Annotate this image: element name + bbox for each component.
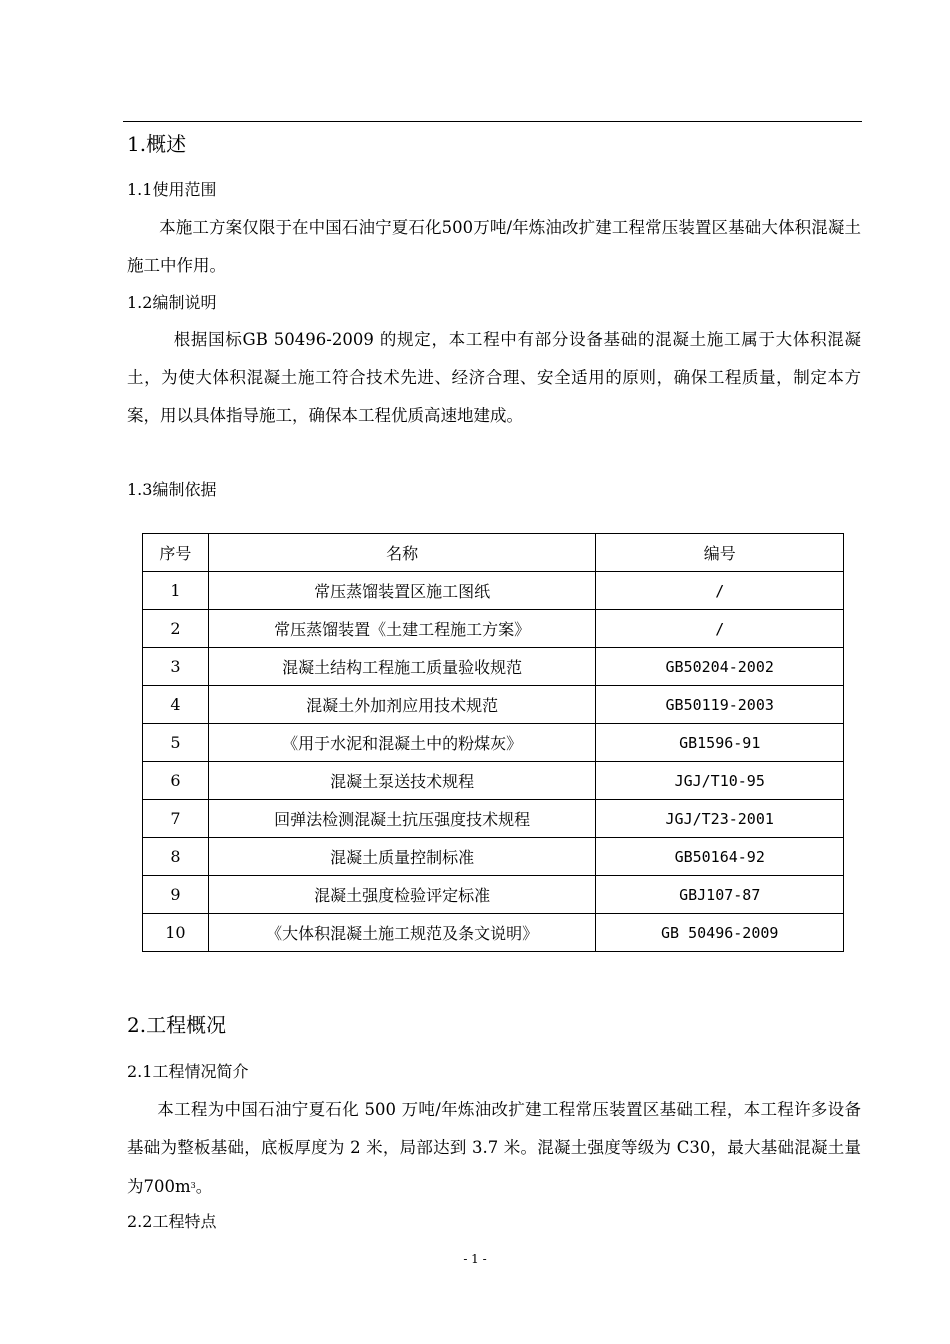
header-code: 编号 (596, 534, 844, 572)
cell-index: 3 (143, 648, 209, 686)
table-row (143, 838, 844, 876)
cell-name: 混凝土外加剂应用技术规范 (208, 686, 596, 724)
table-row (143, 724, 844, 762)
cell-index: 10 (143, 914, 209, 952)
section-1-heading: 1.概述 (127, 132, 187, 156)
cell-index: 2 (143, 610, 209, 648)
cell-index: 9 (143, 876, 209, 914)
cell-index: 7 (143, 800, 209, 838)
table-row (143, 800, 844, 838)
cell-index: 8 (143, 838, 209, 876)
cell-name: 常压蒸馏装置《土建工程施工方案》 (208, 610, 596, 648)
table-row (143, 648, 844, 686)
cell-name: 混凝土结构工程施工质量验收规范 (208, 648, 596, 686)
table-row (143, 876, 844, 914)
section-2-heading: 2.工程概况 (127, 1013, 227, 1037)
cell-code: GB50119-2003 (596, 686, 844, 724)
header-index: 序号 (143, 534, 209, 572)
cell-code: GB 50496-2009 (596, 914, 844, 952)
table-row (143, 762, 844, 800)
section-1-1-heading: 1.1使用范围 (127, 180, 217, 199)
cell-code: JGJ/T23-2001 (596, 800, 844, 838)
cell-code: GB50204-2002 (596, 648, 844, 686)
table-row (143, 914, 844, 952)
cell-index: 1 (143, 572, 209, 610)
cell-index: 4 (143, 686, 209, 724)
page-number: - 1 - (463, 1252, 487, 1266)
cell-code: GB50164-92 (596, 838, 844, 876)
section-1-3-heading: 1.3编制依据 (127, 480, 217, 499)
cell-name: 混凝土质量控制标准 (208, 838, 596, 876)
cell-index: 5 (143, 724, 209, 762)
cell-code: GBJ107-87 (596, 876, 844, 914)
reference-table (142, 533, 844, 952)
cell-code: / (596, 610, 844, 648)
cell-name: 常压蒸馏装置区施工图纸 (208, 572, 596, 610)
cell-code: GB1596-91 (596, 724, 844, 762)
cell-name: 《用于水泥和混凝土中的粉煤灰》 (208, 724, 596, 762)
table-row (143, 686, 844, 724)
table-row (143, 610, 844, 648)
superscript-cubic: 3 (190, 1181, 196, 1190)
section-1-1-paragraph: 本施工方案仅限于在中国石油宁夏石化500万吨/年炼油改扩建工程常压装置区基础大体积混凝土施工中作用。 (127, 218, 861, 275)
section-1-2-paragraph: 根据国标GB 50496-2009 的规定，本工程中有部分设备基础的混凝土施工属于大体积混凝土，为使大体积混凝土施工符合技术先进、经济合理、安全适用的原则，确保工程质量，制定本方案，用以具体指导施工，确保本工程优质高速地建成。 (127, 330, 861, 425)
table-row (143, 572, 844, 610)
cell-name: 回弹法检测混凝土抗压强度技术规程 (208, 800, 596, 838)
cell-name: 混凝土强度检验评定标准 (208, 876, 596, 914)
header-name: 名称 (208, 534, 596, 572)
cell-name: 混凝土泵送技术规程 (208, 762, 596, 800)
table-header-row (143, 534, 844, 572)
cell-index: 6 (143, 762, 209, 800)
header-rule (123, 121, 862, 122)
cell-code: JGJ/T10-95 (596, 762, 844, 800)
section-1-2-heading: 1.2编制说明 (127, 293, 217, 312)
cell-code: / (596, 572, 844, 610)
cell-name: 《大体积混凝土施工规范及条文说明》 (208, 914, 596, 952)
section-2-1-paragraph: 本工程为中国石油宁夏石化 500 万吨/年炼油改扩建工程常压装置区基础工程，本工程许多设备基础为整板基础，底板厚度为 2 米，局部达到 3.7 米。混凝土强度等级为 C30，最大基础混凝土量为$700m^3$。 (127, 1100, 861, 1196)
section-2-2-heading: 2.2工程特点 (127, 1212, 217, 1231)
section-2-1-heading: 2.1工程情况简介 (127, 1062, 249, 1081)
